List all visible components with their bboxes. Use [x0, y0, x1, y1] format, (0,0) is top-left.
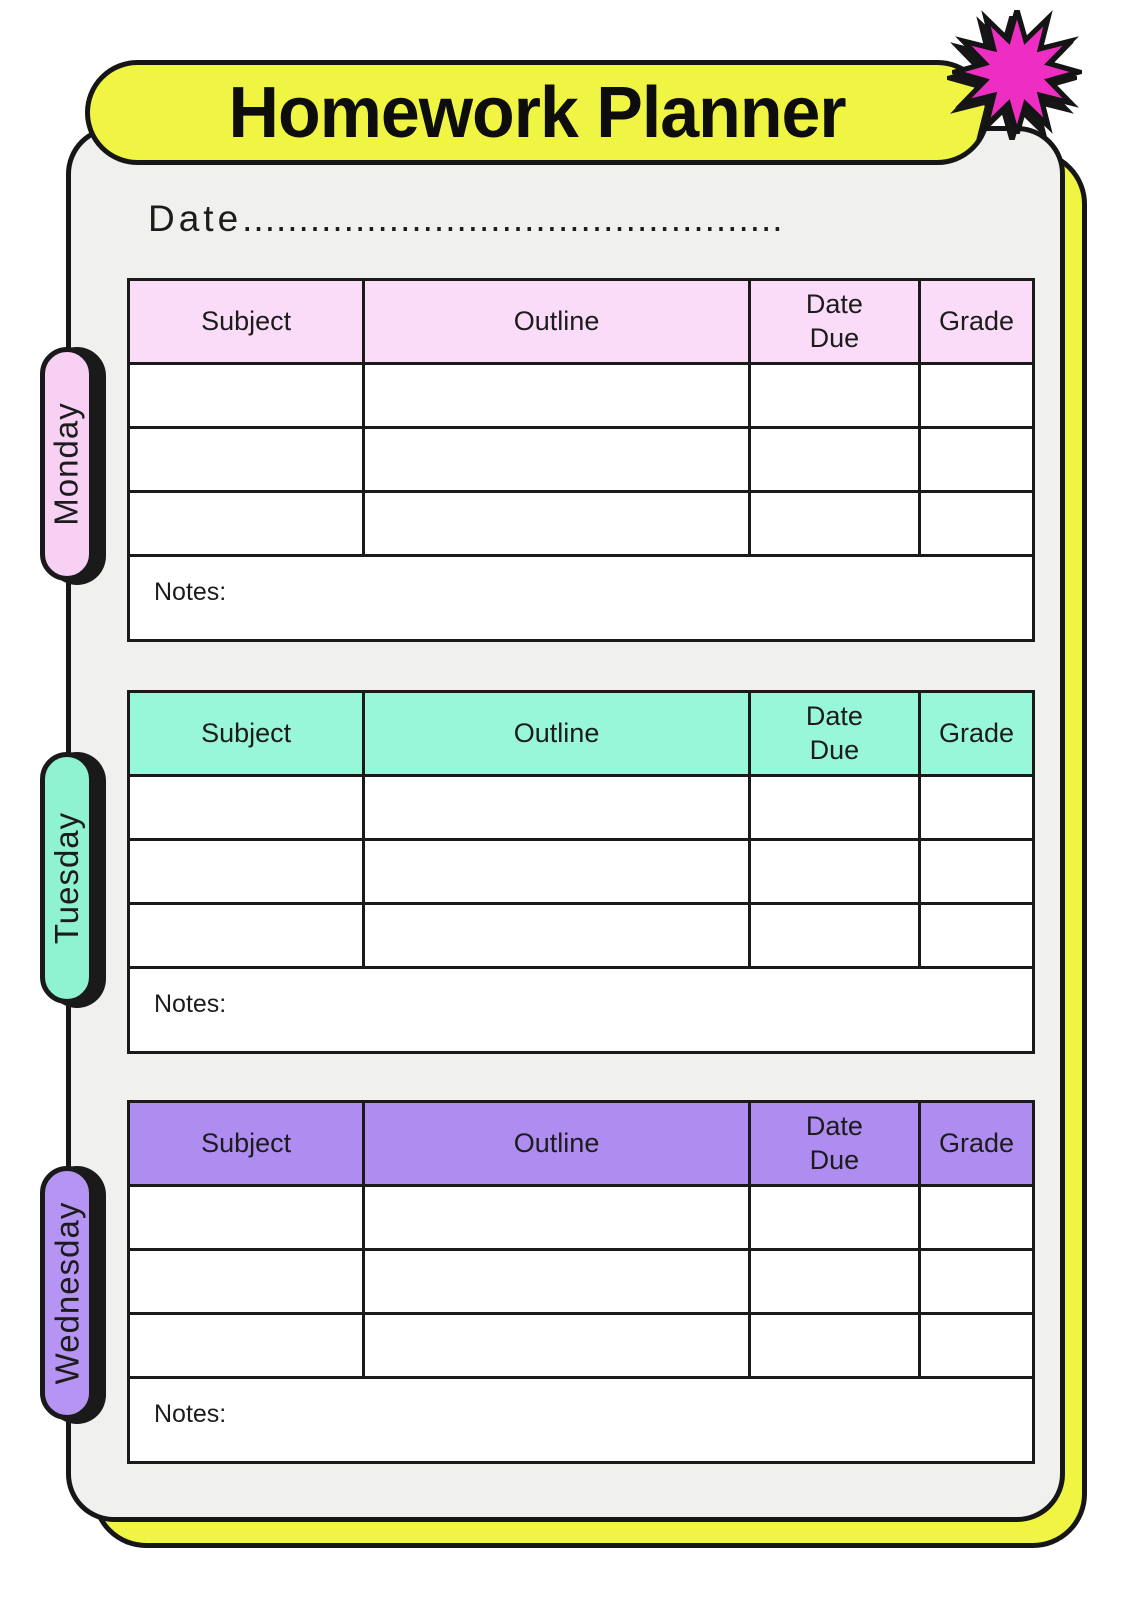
day-tab-label: Tuesday [48, 811, 86, 945]
table-cell[interactable] [129, 1314, 364, 1378]
table-cell[interactable] [364, 776, 750, 840]
notes-label: Notes: [154, 577, 227, 606]
notes-cell[interactable] [129, 968, 1034, 1053]
table-cell[interactable] [749, 428, 919, 492]
table-cell[interactable] [749, 1250, 919, 1314]
table-cell[interactable] [129, 840, 364, 904]
day-tab-wednesday [40, 1166, 94, 1420]
notes-cell[interactable] [129, 1378, 1034, 1463]
table-row [129, 904, 1034, 968]
day-tab-label: Monday [48, 402, 85, 526]
homework-table-monday [127, 278, 1035, 642]
table-cell[interactable] [749, 840, 919, 904]
notes-label: Notes: [154, 1399, 227, 1428]
table-cell[interactable] [749, 1314, 919, 1378]
table-cell[interactable] [129, 364, 364, 428]
table-cell[interactable] [749, 776, 919, 840]
table-row [129, 840, 1034, 904]
page-title: Homework Planner [228, 72, 847, 153]
table-cell[interactable] [129, 904, 364, 968]
column-header-outline: Outline [364, 1102, 750, 1186]
day-tab-monday [40, 347, 94, 581]
table-cell[interactable] [364, 492, 750, 556]
table-cell[interactable] [364, 840, 750, 904]
header-row [129, 1102, 1034, 1186]
table-cell[interactable] [364, 1314, 750, 1378]
notes-row [129, 556, 1034, 641]
table-row [129, 1250, 1034, 1314]
column-header-outline: Outline [364, 692, 750, 776]
day-tab-tuesday [40, 752, 94, 1004]
column-header-date-due: Date Due [749, 692, 919, 776]
table-cell[interactable] [129, 428, 364, 492]
table-cell[interactable] [129, 1186, 364, 1250]
table-cell[interactable] [919, 492, 1033, 556]
table-cell[interactable] [364, 428, 750, 492]
table-cell[interactable] [919, 428, 1033, 492]
table-row [129, 364, 1034, 428]
date-fill-in[interactable]: ................................................ [242, 198, 784, 239]
column-header-grade: Grade [919, 692, 1033, 776]
table-row [129, 428, 1034, 492]
column-header-subject: Subject [129, 280, 364, 364]
table-cell[interactable] [749, 1186, 919, 1250]
table-cell[interactable] [919, 1314, 1033, 1378]
notes-row [129, 968, 1034, 1053]
table-cell[interactable] [129, 492, 364, 556]
table-cell[interactable] [364, 904, 750, 968]
table-cell[interactable] [749, 904, 919, 968]
column-header-grade: Grade [919, 1102, 1033, 1186]
column-header-date-due: Date Due [749, 280, 919, 364]
table-cell[interactable] [919, 904, 1033, 968]
column-header-outline: Outline [364, 280, 750, 364]
table-cell[interactable] [749, 492, 919, 556]
table-row [129, 1186, 1034, 1250]
column-header-subject: Subject [129, 692, 364, 776]
notes-label: Notes: [154, 989, 227, 1018]
table-cell[interactable] [919, 364, 1033, 428]
table-cell[interactable] [129, 1250, 364, 1314]
homework-table-tuesday [127, 690, 1035, 1054]
column-header-date-due: Date Due [749, 1102, 919, 1186]
table-cell[interactable] [364, 1250, 750, 1314]
date-label: Date [148, 198, 243, 239]
table-cell[interactable] [749, 364, 919, 428]
column-header-grade: Grade [919, 280, 1033, 364]
table-cell[interactable] [919, 1186, 1033, 1250]
table-cell[interactable] [919, 776, 1033, 840]
header-row [129, 692, 1034, 776]
header-row [129, 280, 1034, 364]
table-row [129, 1314, 1034, 1378]
table-cell[interactable] [364, 1186, 750, 1250]
column-header-subject: Subject [129, 1102, 364, 1186]
homework-table-wednesday [127, 1100, 1035, 1464]
table-cell[interactable] [364, 364, 750, 428]
date-line [148, 198, 784, 240]
table-cell[interactable] [919, 840, 1033, 904]
table-row [129, 492, 1034, 556]
notes-row [129, 1378, 1034, 1463]
table-row [129, 776, 1034, 840]
table-cell[interactable] [129, 776, 364, 840]
table-cell[interactable] [919, 1250, 1033, 1314]
starburst-icon [952, 10, 1082, 134]
header-banner [85, 60, 990, 165]
day-tab-label: Wednesday [48, 1201, 86, 1385]
notes-cell[interactable] [129, 556, 1034, 641]
